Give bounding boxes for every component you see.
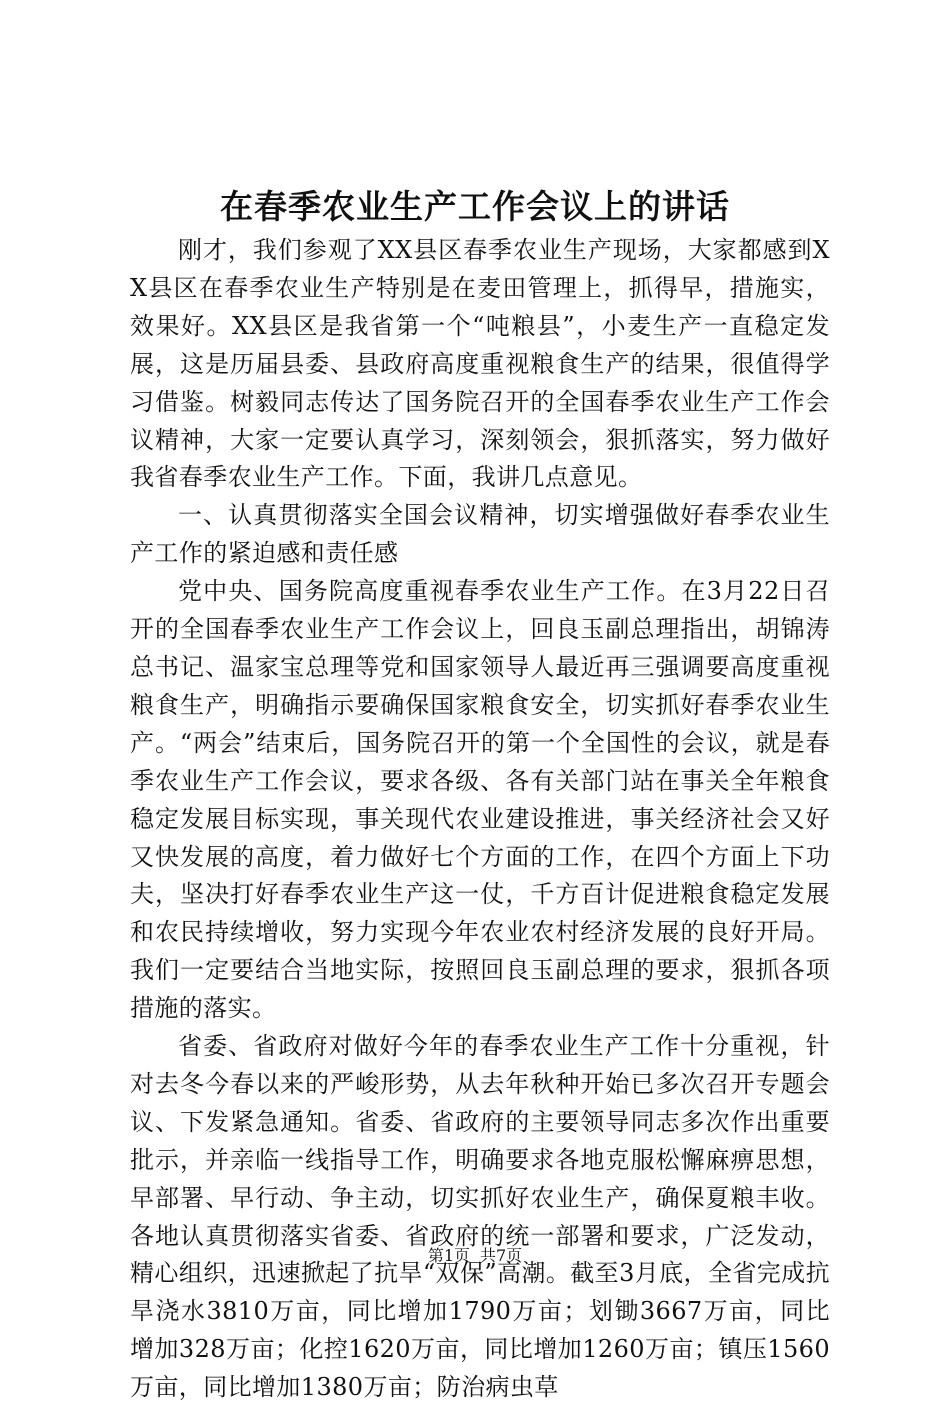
paragraph-central-meeting: 党中央、国务院高度重视春季农业生产工作。在3月22日召开的全国春季农业生产工作会议上，回良玉副总理指出，胡锦涛总书记、温家宝总理等党和国家领导人最近再三强调要高度重视粮食生产，明确指示要确保国家粮食安全，切实抓好春季农业生产。“两会”结束后，国务院召开的第一个全国性的会议，就是春季农业生产工作会议，要求各级、各有关部门站在事关全年粮食稳定发展目标实现，事关现代农业建设推进，事关经济社会又好又快发展的高度，着力做好七个方面的工作，在四个方面上下功夫，坚决打好春季农业生产这一仗，千方百计促进粮食稳定发展和农民持续增收，努力实现今年农业农村经济发展的良好开局。我们一定要结合当地实际，按照回良玉副总理的要求，狠抓各项措施的落实。 (130, 577, 830, 1023)
page-total: 共7页 (480, 1246, 523, 1265)
page-number: 第1页 (427, 1246, 470, 1265)
document-body (130, 232, 830, 1407)
paragraph-intro: 刚才，我们参观了XX县区春季农业生产现场，大家都感到XX县区在春季农业生产特别是在麦田管理上，抓得早，措施实，效果好。XX县区是我省第一个“吨粮县”，小麦生产一直稳定发展，这是历届县委、县政府高度重视粮食生产的结果，很值得学习借鉴。树毅同志传达了国务院召开的全国春季农业生产工作会议精神，大家一定要认真学习，深刻领会，狠抓落实，努力做好我省春季农业生产工作。下面，我讲几点意见。 (130, 236, 830, 492)
section-heading-1: 一、认真贯彻落实全国会议精神，切实增强做好春季农业生产工作的紧迫感和责任感 (130, 501, 830, 568)
page-footer (0, 1244, 950, 1268)
paragraph-provincial-work: 省委、省政府对做好今年的春季农业生产工作十分重视，针对去冬今春以来的严峻形势，从去年秋种开始已多次召开专题会议、下发紧急通知。省委、省政府的主要领导同志多次作出重要批示，并亲临一线指导工作，明确要求各地克服松懈麻痹思想，早部署、早行动、争主动，切实抓好农业生产，确保夏粮丰收。各地认真贯彻落实省委、省政府的统一部署和要求，广泛发动，精心组织，迅速掀起了抗旱“双保”高潮。截至3月底，全省完成抗旱浇水3810万亩，同比增加1790万亩；划锄3667万亩，同比增加328万亩；化控1620万亩，同比增加1260万亩；镇压1560万亩，同比增加1380万亩；防治病虫草 (130, 1032, 830, 1402)
document-title: 在春季农业生产工作会议上的讲话 (220, 187, 730, 226)
